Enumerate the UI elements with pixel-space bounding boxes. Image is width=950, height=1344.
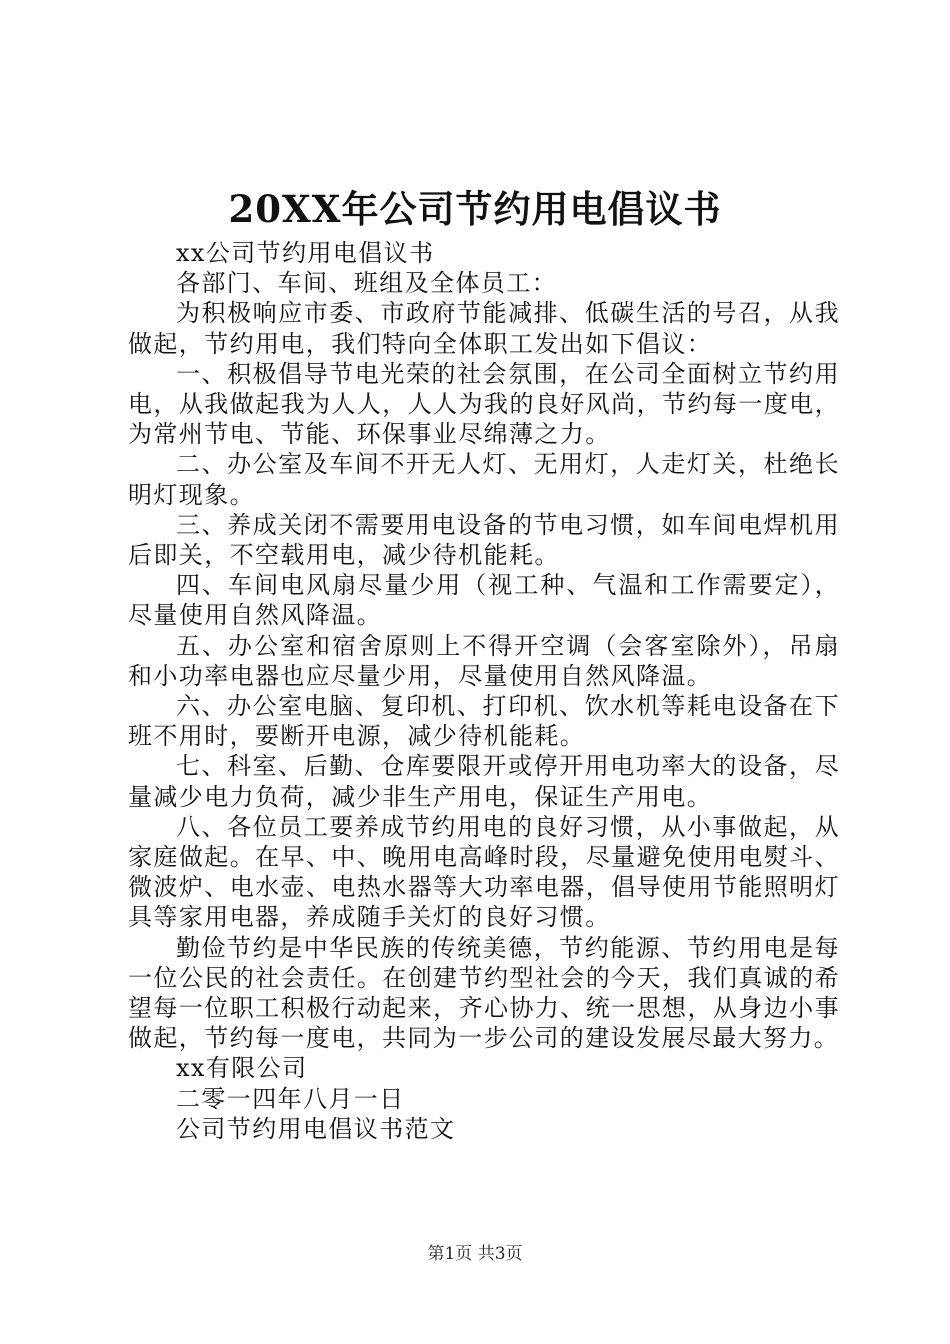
paragraph-item-2: 二、办公室及车间不开无人灯、无用灯，人走灯关，杜绝长明灯现象。 [128,450,840,509]
paragraph-item-3: 三、养成关闭不需要用电设备的节电习惯，如车间电焊机用后即关，不空载用电，减少待机能耗。 [128,510,840,570]
document-body [128,238,840,1144]
signature-company: xx有限公司 [176,1054,308,1083]
paragraph-salutation: 各部门、车间、班组及全体员工： [176,269,557,298]
paragraph-subtitle: xx公司节约用电倡议书 [176,239,435,267]
paragraph-item-6: 六、办公室电脑、复印机、打印机、饮水机等耗电设备在下班不用时，要断开电源，减少待机能耗。 [128,692,840,751]
paragraph-next-heading: 公司节约用电倡议书范文 [176,1114,456,1143]
signature-date: 二零一四年八月一日 [176,1084,405,1113]
document-title: 20XX年公司节约用电倡议书 [228,187,722,231]
paragraph-intro: 为积极响应市委、市政府节能减排、低碳生活的号召，从我做起，节约用电，我们特向全体职工发出如下倡议： [128,299,840,358]
paragraph-conclusion: 勤俭节约是中华民族的传统美德，节约能源、节约用电是每一位公民的社会责任。在创建节约型社会的今天，我们真诚的希望每一位职工积极行动起来，齐心协力、统一思想，从身边小事做起，节约每一度电，共同为一步公司的建设发展尽最大努力。 [128,933,840,1053]
paragraph-item-8: 八、各位员工要养成节约用电的良好习惯，从小事做起，从家庭做起。在早、中、晚用电高峰时段，尽量避免使用电熨斗、微波炉、电水壶、电热水器等大功率电器，倡导使用节能照明灯具等家用电器，养成随手关灯的良好习惯。 [128,812,840,932]
page-footer: 第1页 共3页 [427,1244,523,1264]
paragraph-item-7: 七、科室、后勤、仓库要限开或停开用电功率大的设备，尽量减少电力负荷，减少非生产用电，保证生产用电。 [128,752,840,811]
paragraph-item-4: 四、车间电风扇尽量少用（视工种、气温和工作需要定），尽量使用自然风降温。 [128,571,840,630]
paragraph-item-1: 一、积极倡导节电光荣的社会氛围，在公司全面树立节约用电，从我做起我为人人，人人为我的良好风尚，节约每一度电，为常州节电、节能、环保事业尽绵薄之力。 [128,359,840,449]
paragraph-item-5: 五、办公室和宿舍原则上不得开空调（会客室除外），吊扇和小功率电器也应尽量少用，尽量使用自然风降温。 [128,631,840,690]
